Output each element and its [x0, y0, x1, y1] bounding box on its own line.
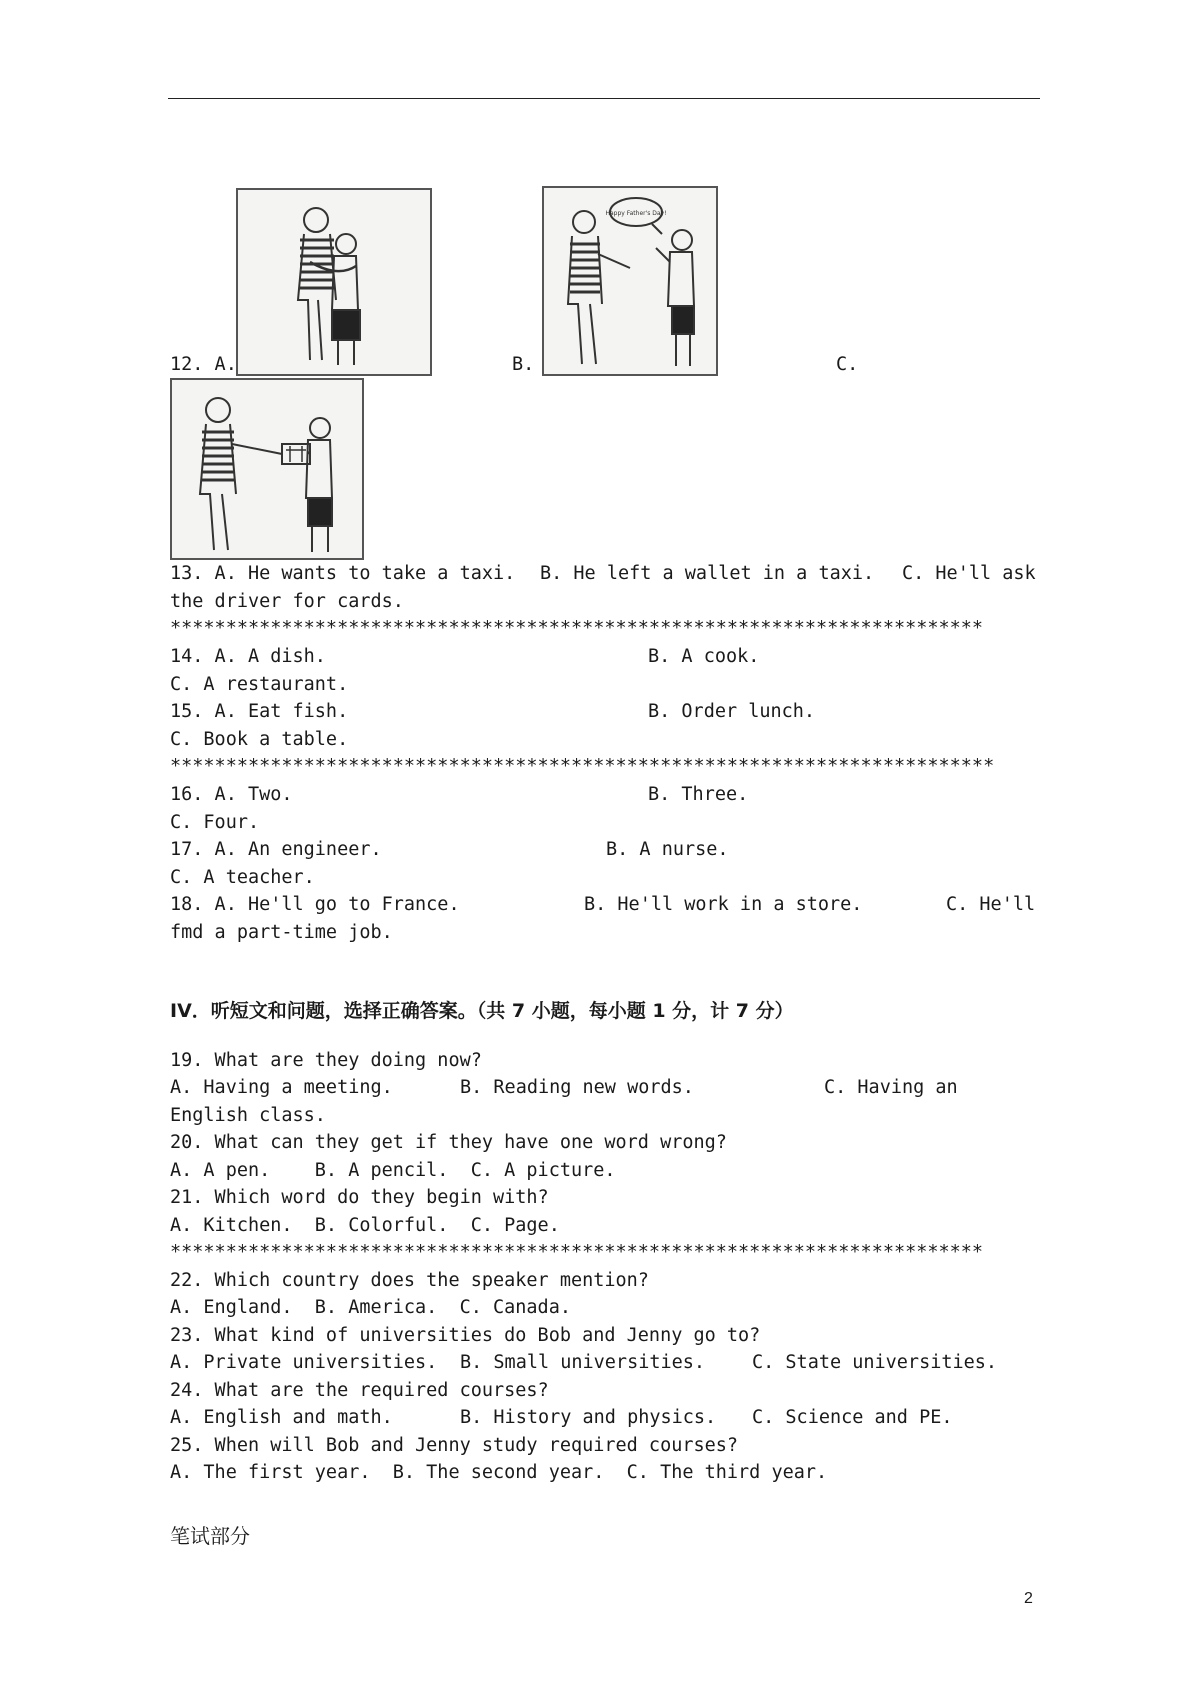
separator-1: *************************************************************************: [170, 618, 984, 639]
q19-option-a: A. Having a meeting.: [170, 1077, 393, 1098]
q18-option-b: B. He'll work in a store.: [584, 894, 863, 915]
q23-option-a: A. Private universities.: [170, 1352, 438, 1373]
q13-option-b: B. He left a wallet in a taxi.: [540, 563, 875, 584]
q15-option-c: C. Book a table.: [170, 729, 349, 750]
q22-options: A. England. B. America. C. Canada.: [170, 1297, 571, 1318]
q16-option-b: B. Three.: [648, 784, 749, 805]
q17-option-a: 17. A. An engineer.: [170, 839, 382, 860]
q24-option-c: C. Science and PE.: [752, 1407, 953, 1428]
q12-label-a: 12. A.: [170, 354, 237, 375]
q12-picture-a: [236, 188, 432, 376]
q18-option-c-cont: fmd a part-time job.: [170, 922, 393, 943]
q24-option-a: A. English and math.: [170, 1407, 393, 1428]
q23-question: 23. What kind of universities do Bob and Jenny go to?: [170, 1325, 761, 1346]
separator-2: **************************************************************************: [170, 756, 995, 777]
q18-option-c: C. He'll: [946, 894, 1036, 915]
q25-question: 25. When will Bob and Jenny study required courses?: [170, 1435, 739, 1456]
q23-option-c: C. State universities.: [752, 1352, 998, 1373]
q19-option-b: B. Reading new words.: [460, 1077, 694, 1098]
q19-option-c: C. Having an: [824, 1077, 958, 1098]
q21-question: 21. Which word do they begin with?: [170, 1187, 549, 1208]
q23-option-b: B. Small universities.: [460, 1352, 706, 1373]
q12-label-c: C.: [836, 354, 859, 375]
q14-option-b: B. A cook.: [648, 646, 760, 667]
q13-option-a: 13. A. He wants to take a taxi.: [170, 563, 516, 584]
q12-balloon-text: Happy Father's Day!: [605, 210, 667, 217]
page-number: 2: [1024, 1590, 1033, 1607]
q13-option-c: C. He'll ask: [902, 563, 1036, 584]
q21-options: A. Kitchen. B. Colorful. C. Page.: [170, 1215, 560, 1236]
q15-option-a: 15. A. Eat fish.: [170, 701, 349, 722]
q14-option-c: C. A restaurant.: [170, 674, 349, 695]
q14-option-a: 14. A. A dish.: [170, 646, 326, 667]
q19-question: 19. What are they doing now?: [170, 1050, 482, 1071]
q17-option-c: C. A teacher.: [170, 867, 315, 888]
q15-option-b: B. Order lunch.: [648, 701, 816, 722]
q16-option-c: C. Four.: [170, 812, 260, 833]
q18-option-a: 18. A. He'll go to France.: [170, 894, 460, 915]
q12-picture-c: [170, 378, 364, 560]
q25-options: A. The first year. B. The second year. C. The third year.: [170, 1462, 828, 1483]
q12-picture-b: [542, 186, 718, 376]
q12-label-b: B.: [512, 354, 535, 375]
q24-option-b: B. History and physics.: [460, 1407, 717, 1428]
q17-option-b: B. A nurse.: [606, 839, 729, 860]
q24-question: 24. What are the required courses?: [170, 1380, 549, 1401]
q20-question: 20. What can they get if they have one word wrong?: [170, 1132, 727, 1153]
writing-section-title: 笔试部分: [170, 1524, 250, 1548]
section-4-heading: IV．听短文和问题，选择正确答案。（共 7 小题，每小题 1 分，计 7 分）: [170, 1000, 794, 1022]
header-rule: [168, 98, 1040, 99]
q19-option-c-cont: English class.: [170, 1105, 326, 1126]
q16-option-a: 16. A. Two.: [170, 784, 293, 805]
q13-option-c-cont: the driver for cards.: [170, 591, 404, 612]
separator-3: *************************************************************************: [170, 1242, 984, 1263]
q20-options: A. A pen. B. A pencil. C. A picture.: [170, 1160, 616, 1181]
q22-question: 22. Which country does the speaker mention?: [170, 1270, 649, 1291]
